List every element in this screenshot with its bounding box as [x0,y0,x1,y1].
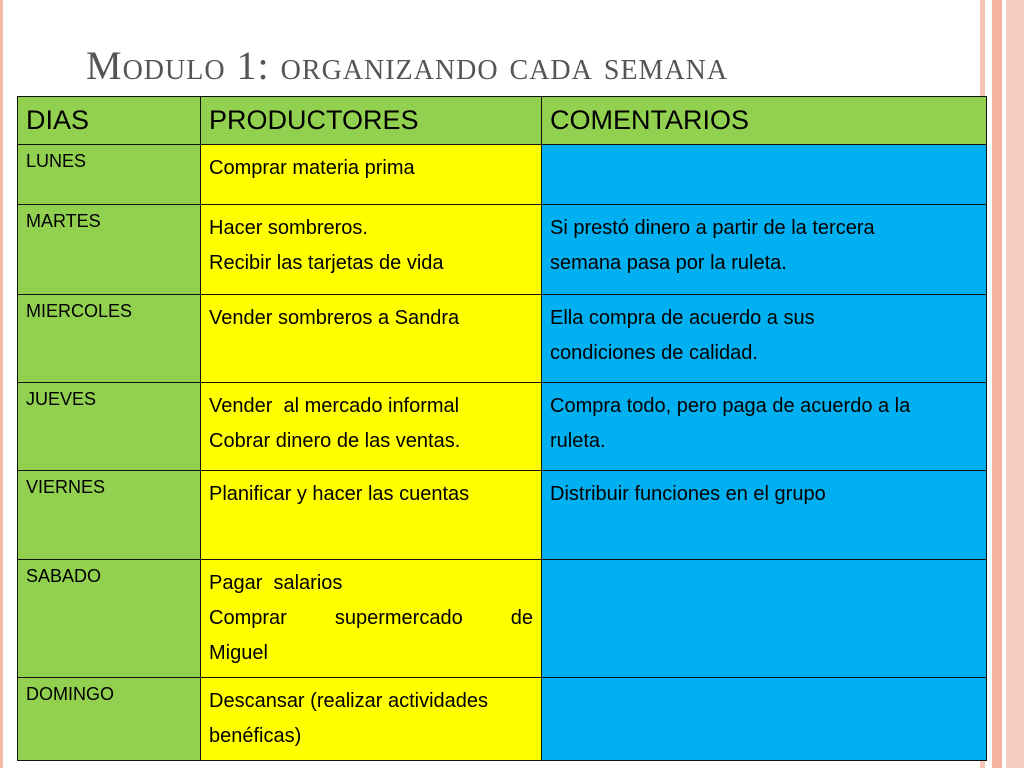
header-dias: DIAS [18,97,201,145]
productores-line: Comprar supermercado de [209,607,533,629]
table-row [18,471,987,560]
comentarios-line: Compra todo, pero paga de acuerdo a la [550,395,911,417]
table-row [18,560,987,678]
comentarios-cell [542,383,987,471]
productores-line: benéficas) [209,725,302,747]
day-cell: MARTES [18,205,201,295]
comentarios-line: Si prestó dinero a partir de la tercera [550,217,875,239]
productores-cell [201,295,542,383]
table-row [18,145,987,205]
comentarios-cell [542,678,987,761]
productores-cell [201,678,542,761]
productores-line: Comprar materia prima [209,157,415,179]
productores-line: Recibir las tarjetas de vida [209,252,444,274]
table-row [18,295,987,383]
comentarios-cell [542,205,987,295]
comentarios-line: semana pasa por la ruleta. [550,252,787,274]
productores-cell [201,205,542,295]
header-comentarios: COMENTARIOS [542,97,987,145]
day-cell: MIERCOLES [18,295,201,383]
productores-line: Vender sombreros a Sandra [209,307,460,329]
productores-line: Miguel [209,642,268,664]
day-cell: DOMINGO [18,678,201,761]
productores-line: Pagar salarios [209,572,343,594]
productores-line: Planificar y hacer las cuentas [209,483,470,505]
productores-line: Hacer sombreros. [209,217,368,239]
day-cell: VIERNES [18,471,201,560]
productores-line: Descansar (realizar actividades [209,690,489,712]
productores-cell [201,145,542,205]
header-productores: PRODUCTORES [201,97,542,145]
comentarios-cell [542,560,987,678]
weekly-schedule-table [17,96,987,761]
day-cell: SABADO [18,560,201,678]
slide-title: Modulo 1: organizando cada semana [86,43,729,88]
left-decorative-strip [0,0,10,768]
productores-line: Vender al mercado informal [209,395,460,417]
comentarios-cell [542,145,987,205]
comentarios-cell [542,295,987,383]
day-cell: LUNES [18,145,201,205]
table-row [18,205,987,295]
comentarios-line: Ella compra de acuerdo a sus [550,307,815,329]
table-row [18,383,987,471]
comentarios-line: Distribuir funciones en el grupo [550,483,826,505]
table-header-row [18,97,987,145]
productores-cell [201,383,542,471]
comentarios-line: ruleta. [550,430,606,452]
table-row [18,678,987,761]
comentarios-cell [542,471,987,560]
productores-line: Cobrar dinero de las ventas. [209,430,461,452]
comentarios-line: condiciones de calidad. [550,342,758,364]
productores-cell [201,560,542,678]
day-cell: JUEVES [18,383,201,471]
productores-cell [201,471,542,560]
